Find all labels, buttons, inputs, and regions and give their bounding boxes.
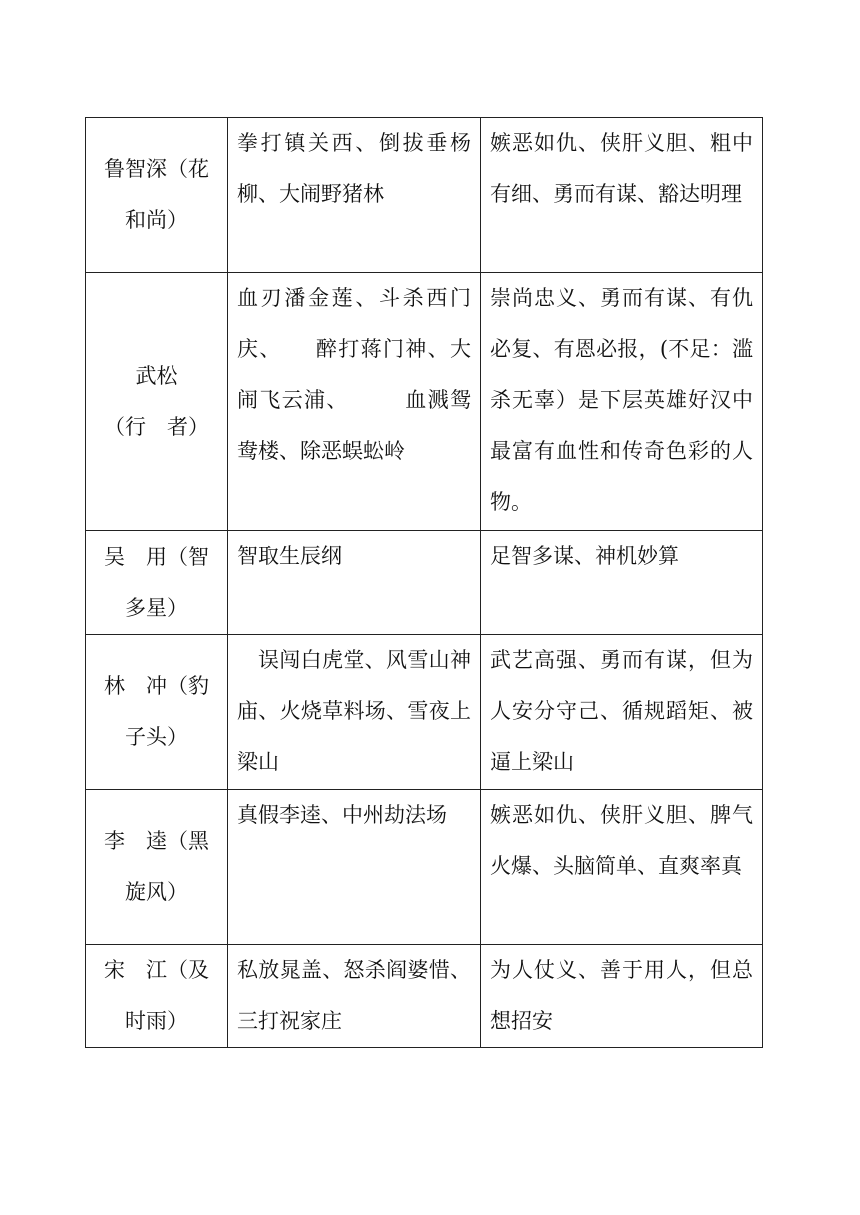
- character-name: 宋 江（及时雨）: [86, 945, 228, 1048]
- table-row: [86, 635, 763, 790]
- table-row: [86, 273, 763, 531]
- character-name: 林 冲（豹子头）: [86, 635, 228, 790]
- character-name: 吴 用（智多星）: [86, 531, 228, 635]
- character-nickname: （行 者）: [104, 414, 209, 439]
- table-row: [86, 790, 763, 945]
- character-traits: 嫉恶如仇、侠肝义胆、脾气火爆、头脑简单、直爽率真: [481, 790, 763, 945]
- character-events: 血刃潘金莲、斗杀西门庆、 醉打蒋门神、大闹飞云浦、 血溅鸳鸯楼、除恶蜈蚣岭: [228, 273, 481, 531]
- character-name: 李 逵（黑旋风）: [86, 790, 228, 945]
- character-table: [85, 117, 763, 1048]
- character-events: 拳打镇关西、倒拔垂杨柳、大闹野猪林: [228, 118, 481, 273]
- character-traits: 崇尚忠义、勇而有谋、有仇必复、有恩必报，(不足：滥杀无辜）是下层英雄好汉中最富有血性和传奇色彩的人物。: [481, 273, 763, 531]
- table-row: [86, 531, 763, 635]
- character-traits: 嫉恶如仇、侠肝义胆、粗中有细、勇而有谋、豁达明理: [481, 118, 763, 273]
- character-events: 误闯白虎堂、风雪山神庙、火烧草料场、雪夜上梁山: [228, 635, 481, 790]
- character-traits: 为人仗义、善于用人，但总想招安: [481, 945, 763, 1048]
- table-row: [86, 118, 763, 273]
- character-name: 武松: [135, 363, 178, 388]
- character-events: 智取生辰纲: [228, 531, 481, 635]
- table-row: [86, 945, 763, 1048]
- character-events: 真假李逵、中州劫法场: [228, 790, 481, 945]
- character-traits: 足智多谋、神机妙算: [481, 531, 763, 635]
- character-name-cell: [86, 273, 228, 531]
- character-traits: 武艺高强、勇而有谋，但为人安分守己、循规蹈矩、被逼上梁山: [481, 635, 763, 790]
- character-name: 鲁智深（花和尚）: [86, 118, 228, 273]
- character-events: 私放晁盖、怒杀阎婆惜、三打祝家庄: [228, 945, 481, 1048]
